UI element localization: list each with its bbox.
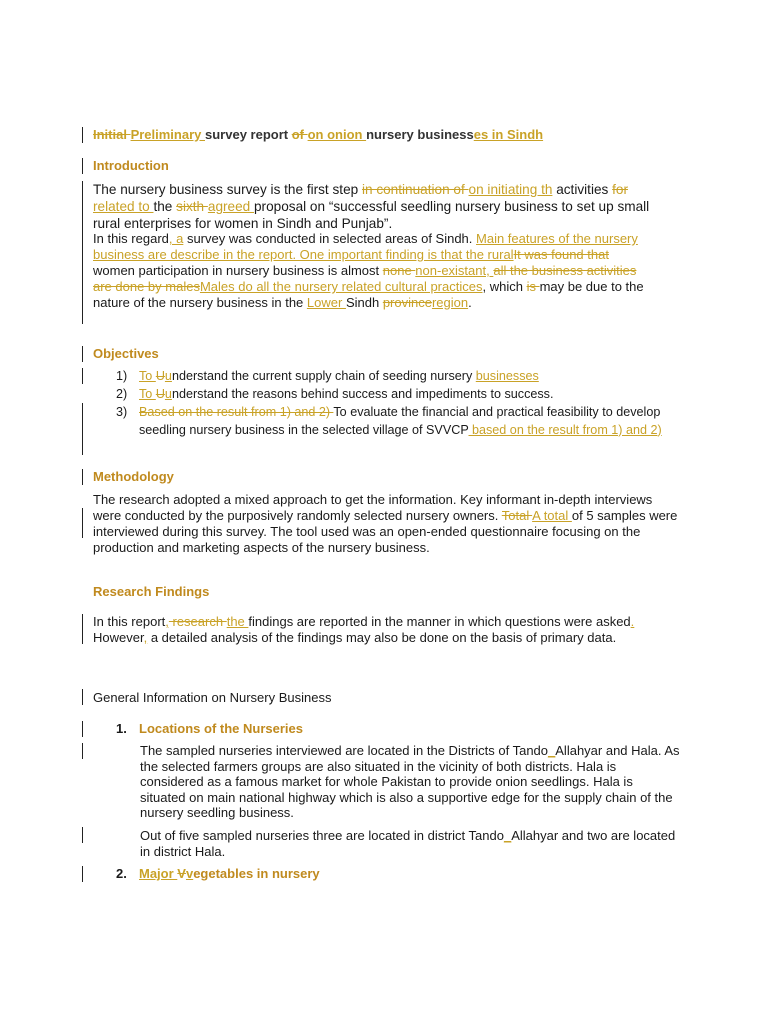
change-bar (82, 508, 83, 538)
methodology-heading: Methodology (93, 469, 174, 484)
findings-paragraph: In this report, research the findings are reported in the manner in which questions were asked. However, a detailed analysis of the findings may also be done on the basis of primary data. (93, 614, 635, 645)
section-label: Locations of the Nurseries (139, 721, 303, 736)
change-bar (82, 158, 83, 174)
section-number: 1. (116, 721, 127, 736)
methodology-paragraph: The research adopted a mixed approach to get the information. Key informant in-depth interviews were conducted by the purposively randomly selected nursery owners. Total A total of 5 samples were interviewed during this survey. The tool used was an open-ended questionnaire focusing on the production and marketing aspects of the nursery business. (93, 492, 678, 555)
change-bar (82, 181, 83, 324)
change-bar (82, 127, 83, 143)
list-number: 3) (116, 405, 128, 419)
findings-heading: Research Findings (93, 584, 210, 599)
list-number: 2) (116, 387, 128, 401)
change-bar (82, 346, 83, 362)
intro-paragraph-2: In this regard, a survey was conducted in selected areas of Sindh. Main features of the nursery business are describe in the report. One important finding is that the ruralIt was found that women participation in nursery business is almost none non-existant, all the business activities are done by malesMales do all the nursery related cultural practices, which is may be due to the nature of the nursery business in the Lower Sindh provinceregion. (93, 231, 644, 310)
document-title: Initial Preliminary survey report of on onion nursery businesses in Sindh (93, 127, 544, 142)
intro-paragraph-1: The nursery business survey is the first step in continuation of on initiating th activities for related to the sixth agreed proposal on “successful seedling nursery business to set up small rural enterprises for women in Sindh and Punjab”. (93, 182, 650, 231)
change-bar (82, 469, 83, 485)
change-bar (82, 403, 83, 455)
locations-paragraph-1: The sampled nurseries interviewed are located in the Districts of Tando_Allahyar and Hala. As the selected farmers groups are also situated in the vicinity of both districts. Hala is considered as a famous market for whole Pakistan to provide onion seedlings. Hala is situated on main national highway which is also a supportive edge for the supply chain of the nursery seedling business. (140, 743, 680, 820)
section-label: Major Vvegetables in nursery (139, 866, 320, 881)
section-number: 2. (116, 866, 127, 881)
list-number: 1) (116, 369, 128, 383)
document-page: Initial Preliminary survey report of on onion nursery businesses in Sindh Introduction The nursery business survey is the first step in continuation of on initiating th activities for related to the sixth agreed proposal on “successful seedling nursery business to set up small rural enterprises for women in Sindh and Punjab”. In this regard, a survey was conducted in selected areas of Sindh. Main features of the nursery business are describe in the report. One important finding is that the ruralIt was found that women participation in nursery business is almost none non-existant, all the business activities are done by malesMales do all the nursery related cultural practices, which is may be due to the nature of the nursery business in the Lower Sindh provinceregion. Objectives 1) To Uunderstand the current supply chain of seeding nursery businesses 2) To Uunderstand the reasons behind success and impediments to success. 3) Based on the result from 1) and 2) To evaluate the financial and practical feasibility to develop seedling nursery business in the selected village of SVVCP based on the result from 1) and 2) Methodology The research adopted a mixed approach to get the information. Key informant in-depth interviews were conducted by the purposively randomly selected nursery owners. Total A total of 5 samples were interviewed during this survey. The tool used was an open-ended questionnaire focusing on the production and marketing aspects of the nursery business. Research Findings In this report, research the findings are reported in the manner in which questions were asked. However, a detailed analysis of the findings may also be done on the basis of primary data. General Information on Nursery Business 1. Locations of the Nurseries The sampled nurseries interviewed are located in the Districts of Tando_Allahyar and Hala. As the selected farmers groups are also situated in the vicinity of both districts. Hala is considered as a famous market for whole Pakistan to provide onion seedlings. Hala is situated on main national highway which is also a supportive edge for the supply chain of the nursery seedling business. Out of five sampled nurseries three are located in district Tando_Allahyar and two are located in district Hala. 2. Major Vvegetables in nursery (0, 0, 768, 1024)
change-bar (82, 689, 83, 705)
change-bar (82, 368, 83, 384)
change-bar (82, 743, 83, 759)
locations-paragraph-2: Out of five sampled nurseries three are located in district Tando_Allahyar and two are located in district Hala. (140, 828, 676, 859)
general-info-label: General Information on Nursery Business (93, 690, 332, 705)
objectives-heading: Objectives (93, 346, 159, 361)
change-bar (82, 866, 83, 882)
change-bar (82, 827, 83, 843)
change-bar (82, 614, 83, 644)
intro-heading: Introduction (93, 158, 169, 173)
change-bar (82, 721, 83, 737)
